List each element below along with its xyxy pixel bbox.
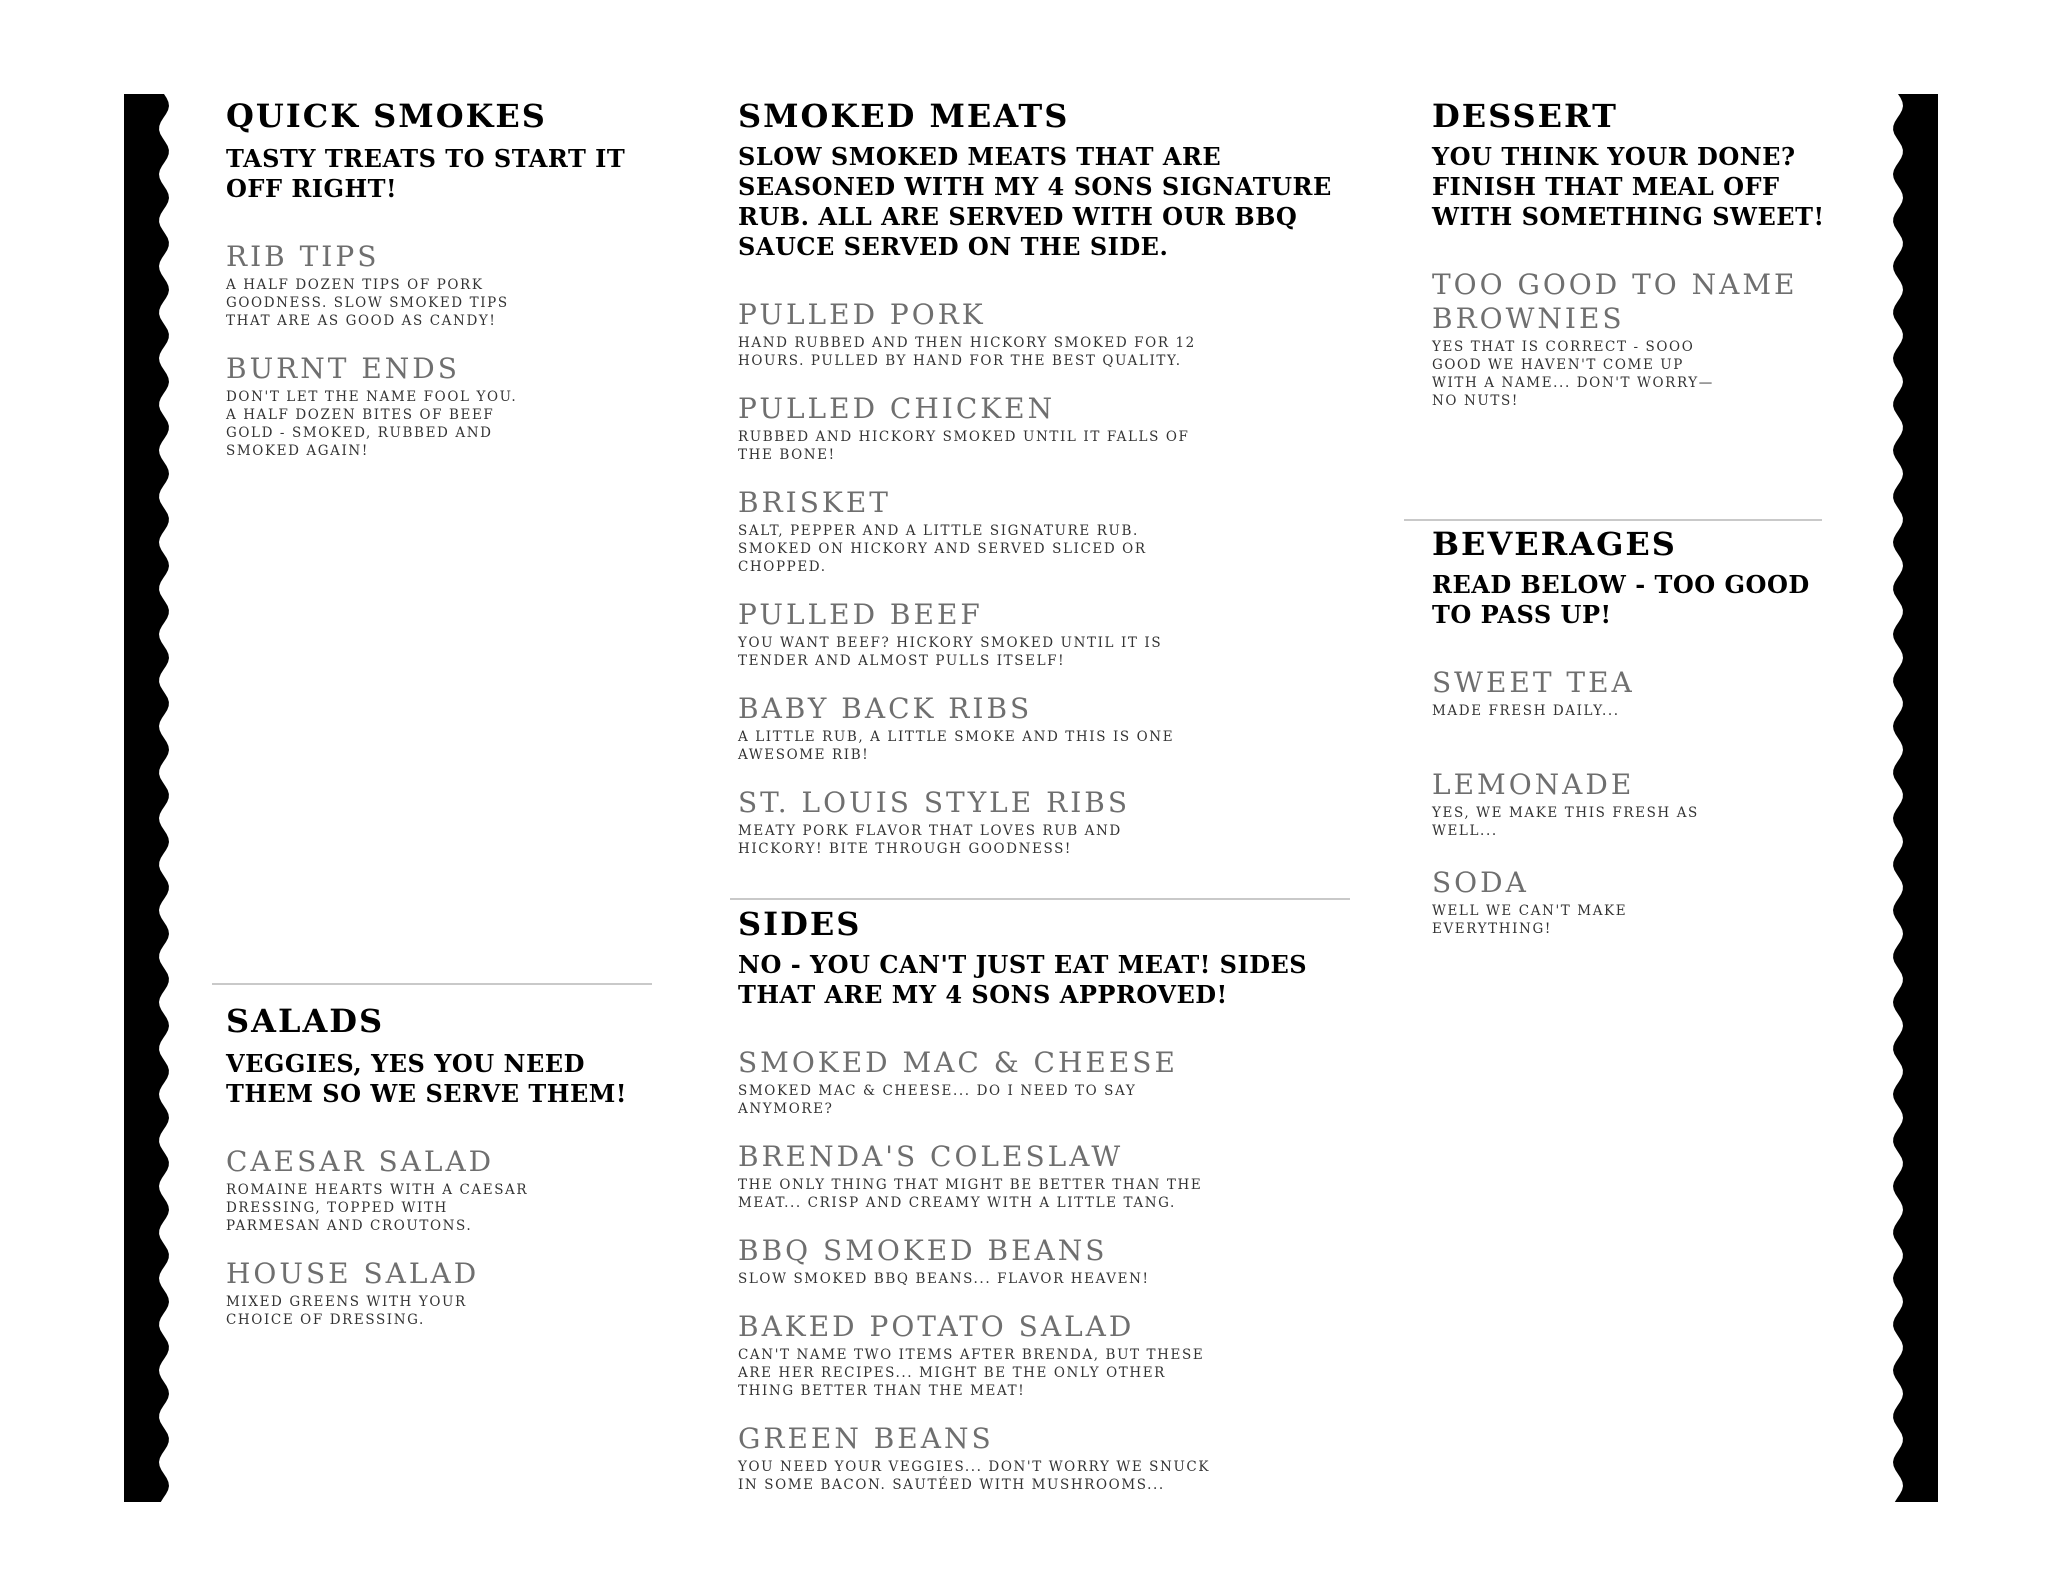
section-title: SIDES <box>738 905 862 943</box>
section-title: SMOKED MEATS <box>738 97 1070 135</box>
item-description: YES, WE MAKE THIS FRESH AS WELL... <box>1432 805 1699 839</box>
menu-item <box>738 1310 1348 1400</box>
item-name: CAESAR SALAD <box>226 1145 495 1178</box>
item-name: BRENDA'S COLESLAW <box>738 1140 1124 1173</box>
menu-item <box>738 1234 1348 1288</box>
item-description: SALT, PEPPER AND A LITTLE SIGNATURE RUB. SMOKED ON HICKORY AND SERVED SLICED OR CHOPPED. <box>738 523 1147 575</box>
section-tagline: SLOW SMOKED MEATS THAT ARE SEASONED WITH MY 4 SONS SIGNATURE RUB. ALL ARE SERVED WITH OUR BBQ SAUCE SERVED ON THE SIDE. <box>738 142 1332 261</box>
wavy-border-shape <box>124 94 169 1502</box>
item-name: BBQ SMOKED BEANS <box>738 1234 1108 1267</box>
menu-item <box>738 1046 1348 1118</box>
item-description: A LITTLE RUB, A LITTLE SMOKE AND THIS IS ONE AWESOME RIB! <box>738 729 1175 763</box>
menu-item <box>1432 866 1852 938</box>
item-name: RIB TIPS <box>226 240 380 273</box>
item-description: HAND RUBBED AND THEN HICKORY SMOKED FOR 12 HOURS. PULLED BY HAND FOR THE BEST QUALITY. <box>738 335 1196 369</box>
section-smoked-meats <box>738 96 1348 880</box>
menu-item <box>738 786 1348 858</box>
item-name: BAKED POTATO SALAD <box>738 1310 1135 1343</box>
item-description: WELL WE CAN'T MAKE EVERYTHING! <box>1432 903 1628 937</box>
section-beverages <box>1432 524 1852 960</box>
section-sides <box>738 904 1348 1516</box>
menu-item <box>226 352 666 460</box>
item-description: A HALF DOZEN TIPS OF PORK GOODNESS. SLOW SMOKED TIPS THAT ARE AS GOOD AS CANDY! <box>226 277 509 329</box>
menu-item <box>738 1422 1348 1494</box>
section-title: BEVERAGES <box>1432 525 1677 563</box>
item-name: SODA <box>1432 866 1529 899</box>
section-tagline: YOU THINK YOUR DONE? FINISH THAT MEAL OFF WITH SOMETHING SWEET! <box>1432 142 1825 231</box>
item-name: SMOKED MAC & CHEESE <box>738 1046 1178 1079</box>
item-name: ST. LOUIS STYLE RIBS <box>738 786 1131 819</box>
item-description: ROMAINE HEARTS WITH A CAESAR DRESSING, TOPPED WITH PARMESAN AND CROUTONS. <box>226 1182 529 1234</box>
menu-item <box>1432 768 1852 840</box>
menu-item <box>738 1140 1348 1212</box>
section-title: QUICK SMOKES <box>226 97 547 135</box>
section-tagline: READ BELOW - TOO GOOD TO PASS UP! <box>1432 570 1810 629</box>
item-description: SLOW SMOKED BBQ BEANS... FLAVOR HEAVEN! <box>738 1271 1150 1287</box>
menu-item <box>226 1257 666 1329</box>
menu-item <box>738 486 1348 576</box>
item-description: CAN'T NAME TWO ITEMS AFTER BRENDA, BUT THESE ARE HER RECIPES... MIGHT BE THE ONLY OTHER THING BETTER THAN THE MEAT! <box>738 1347 1205 1399</box>
right-wavy-border <box>1890 94 1938 1502</box>
item-name: SWEET TEA <box>1432 666 1635 699</box>
item-name: BRISKET <box>738 486 891 519</box>
divider-sides <box>730 898 1350 900</box>
item-description: DON'T LET THE NAME FOOL YOU. A HALF DOZEN BITES OF BEEF GOLD - SMOKED, RUBBED AND SMOKED AGAIN! <box>226 389 518 459</box>
divider-beverages <box>1404 519 1822 521</box>
left-wavy-border <box>124 94 172 1502</box>
item-name: BABY BACK RIBS <box>738 692 1033 725</box>
menu-item <box>226 240 666 330</box>
item-name: PULLED PORK <box>738 298 986 331</box>
item-name: PULLED CHICKEN <box>738 392 1056 425</box>
menu-item <box>1432 268 1852 410</box>
section-title: SALADS <box>226 1002 385 1040</box>
item-name: HOUSE SALAD <box>226 1257 480 1290</box>
item-description: MEATY PORK FLAVOR THAT LOVES RUB AND HICKORY! BITE THROUGH GOODNESS! <box>738 823 1122 857</box>
section-tagline: NO - YOU CAN'T JUST EAT MEAT! SIDES THAT ARE MY 4 SONS APPROVED! <box>738 950 1308 1009</box>
section-tagline: TASTY TREATS TO START IT OFF RIGHT! <box>226 144 626 203</box>
item-description: YES THAT IS CORRECT - SOOO GOOD WE HAVEN'T COME UP WITH A NAME... DON'T WORRY— NO NUTS! <box>1432 339 1714 409</box>
item-description: SMOKED MAC & CHEESE... DO I NEED TO SAY ANYMORE? <box>738 1083 1137 1117</box>
item-name: PULLED BEEF <box>738 598 983 631</box>
wavy-border-shape <box>1893 94 1938 1502</box>
item-description: MADE FRESH DAILY... <box>1432 703 1620 719</box>
menu-item <box>738 692 1348 764</box>
menu-item <box>738 392 1348 464</box>
section-dessert <box>1432 96 1852 432</box>
item-description: YOU WANT BEEF? HICKORY SMOKED UNTIL IT IS TENDER AND ALMOST PULLS ITSELF! <box>738 635 1163 669</box>
item-name: BURNT ENDS <box>226 352 460 385</box>
section-quick-smokes <box>226 96 666 482</box>
section-tagline: VEGGIES, YES YOU NEED THEM SO WE SERVE THEM! <box>226 1049 627 1108</box>
item-name: LEMONADE <box>1432 768 1635 801</box>
menu-item <box>1432 666 1852 720</box>
section-salads <box>226 1001 666 1351</box>
item-name: GREEN BEANS <box>738 1422 994 1455</box>
menu-item <box>738 598 1348 670</box>
menu-item <box>226 1145 666 1235</box>
item-description: RUBBED AND HICKORY SMOKED UNTIL IT FALLS OF THE BONE! <box>738 429 1190 463</box>
menu-item <box>738 298 1348 370</box>
item-description: THE ONLY THING THAT MIGHT BE BETTER THAN THE MEAT... CRISP AND CREAMY WITH A LITTLE TANG. <box>738 1177 1203 1211</box>
divider-salads <box>212 983 652 985</box>
section-title: DESSERT <box>1432 97 1618 135</box>
item-description: YOU NEED YOUR VEGGIES... DON'T WORRY WE SNUCK IN SOME BACON. SAUTÉED WITH MUSHROOMS... <box>738 1459 1211 1493</box>
item-description: MIXED GREENS WITH YOUR CHOICE OF DRESSING. <box>226 1294 467 1328</box>
item-name: TOO GOOD TO NAME BROWNIES <box>1432 268 1798 335</box>
